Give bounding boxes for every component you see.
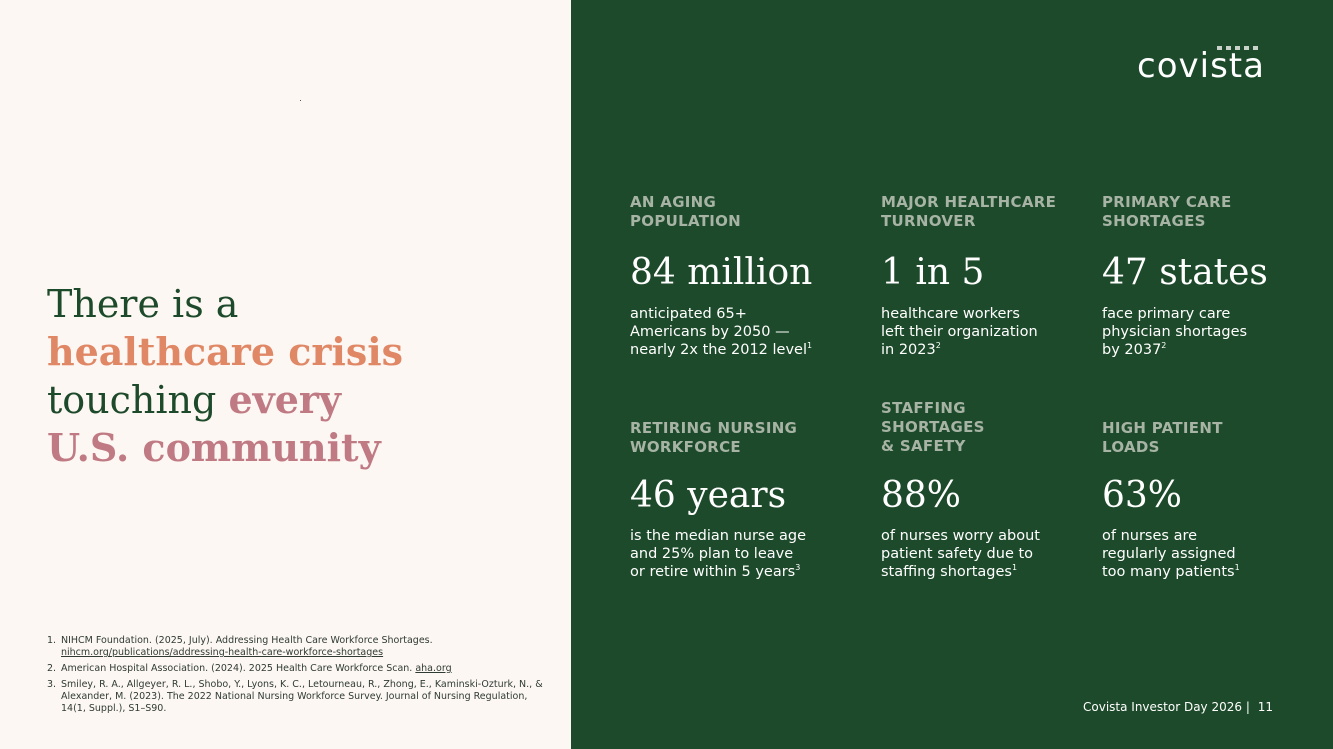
- stray-dot: [300, 100, 301, 101]
- headline-line-2: healthcare crisis: [47, 329, 404, 374]
- stat-description: healthcare workers left their organization in 2023$^2$: [881, 306, 1038, 358]
- reference-2-link[interactable]: aha.org: [415, 663, 452, 674]
- footnote-ref: 1: [807, 341, 813, 351]
- stat-aging-population: [630, 193, 830, 359]
- headline-line-3-accent: every: [228, 377, 341, 422]
- stat-value: 47 states: [1102, 252, 1268, 293]
- stat-value: 63%: [1102, 475, 1183, 516]
- right-panel: [571, 0, 1333, 749]
- covista-logo: [1137, 46, 1289, 86]
- stat-label: HIGH PATIENT LOADS: [1102, 419, 1223, 456]
- reference-1-number: 1.: [47, 635, 57, 646]
- stat-value: 88%: [881, 475, 962, 516]
- stat-description: anticipated 65+ Americans by 2050 — nearly 2x the 2012 level$^1$: [630, 306, 813, 358]
- reference-2-text: American Hospital Association. (2024). 2025 Health Care Workforce Scan.: [61, 663, 413, 674]
- stat-value: 84 million: [630, 252, 813, 293]
- footer-separator: |: [1245, 700, 1250, 714]
- reference-1: [47, 635, 552, 659]
- reference-3: [47, 679, 552, 715]
- reference-2-number: 2.: [47, 663, 57, 674]
- headline-line-3-normal: touching: [47, 378, 217, 422]
- reference-2: [47, 663, 552, 675]
- footnote-ref: 2: [1161, 341, 1167, 351]
- stat-description: of nurses are regularly assigned too many patients$^1$: [1102, 528, 1240, 580]
- stat-description: is the median nurse age and 25% plan to leave or retire within 5 years$^3$: [630, 528, 806, 580]
- headline-line-1: There is a: [47, 282, 239, 326]
- stat-value: 46 years: [630, 475, 787, 516]
- left-panel: [0, 0, 571, 749]
- stat-label: PRIMARY CARE SHORTAGES: [1102, 193, 1232, 230]
- reference-1-text: NIHCM Foundation. (2025, July). Addressing Health Care Workforce Shortages.: [61, 635, 433, 646]
- stat-staffing-shortages-safety: [881, 399, 1081, 581]
- headline: [47, 280, 547, 472]
- footnote-ref: 1: [1011, 563, 1018, 573]
- stat-high-patient-loads: [1102, 419, 1302, 581]
- footer: [1083, 700, 1273, 714]
- footnote-ref: 1: [1234, 563, 1240, 573]
- stat-label: STAFFING SHORTAGES & SAFETY: [881, 399, 985, 455]
- references: [47, 635, 552, 719]
- footnote-ref: 2: [935, 341, 941, 351]
- footnote-ref: 3: [795, 563, 801, 573]
- headline-line-3: [47, 376, 547, 424]
- stat-label: AN AGING POPULATION: [630, 193, 742, 230]
- stat-value: 1 in 5: [881, 252, 985, 293]
- stat-healthcare-turnover: [881, 193, 1081, 359]
- stat-primary-care-shortages: [1102, 193, 1302, 359]
- reference-1-link[interactable]: nihcm.org/publications/addressing-health-care-workforce-shortages: [61, 647, 384, 658]
- stat-label: RETIRING NURSING WORKFORCE: [630, 419, 798, 456]
- footer-text: Covista Investor Day 2026: [1083, 700, 1243, 714]
- headline-line-4: U.S. community: [47, 425, 381, 470]
- stat-retiring-nursing-workforce: [630, 419, 830, 581]
- page-number: 11: [1257, 700, 1273, 714]
- reference-3-number: 3.: [47, 679, 57, 690]
- logo-text: covista: [1137, 46, 1265, 86]
- stat-label: MAJOR HEALTHCARE TURNOVER: [881, 193, 1057, 230]
- stat-description: of nurses worry about patient safety due to staffing shortages$^1$: [881, 528, 1040, 580]
- reference-3-text: Smiley, R. A., Allgeyer, R. L., Shobo, Y., Lyons, K. C., Letourneau, R., Zhong, E., Kaminski-Ozturk, N., & Alexander, M. (2023). The 2022 National Nursing Workforce Survey. Journal of Nursing Regulation, 14(1, Suppl.), S1–S90.: [61, 679, 543, 714]
- stat-description: face primary care physician shortages by 2037$^2$: [1102, 306, 1248, 358]
